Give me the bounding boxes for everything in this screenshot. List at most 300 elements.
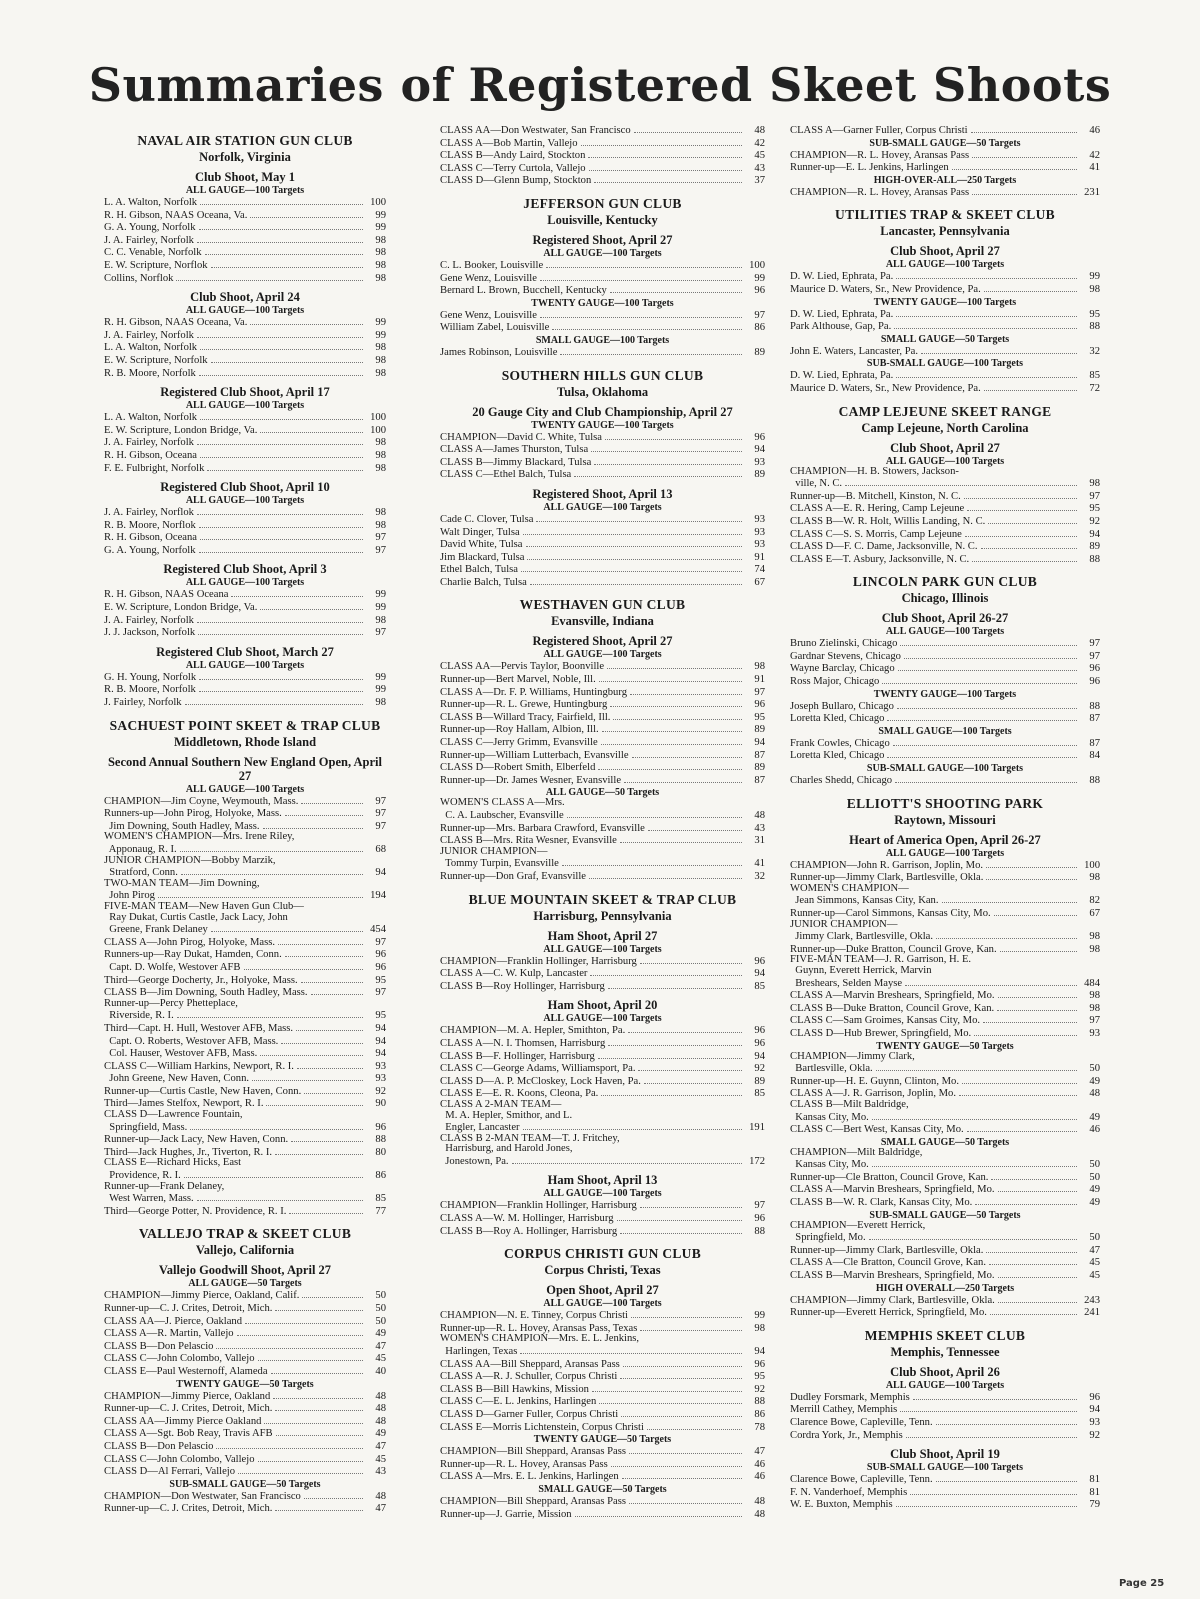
dot-leader (897, 700, 1077, 709)
dot-leader (199, 671, 363, 680)
result-row (790, 662, 1100, 675)
shooter-name: CLASS A—Cle Bratton, Council Grove, Kan. (790, 1257, 986, 1269)
shooter-name: Maurice D. Waters, Sr., New Providence, Pa. (790, 283, 981, 295)
shooter-name: Bartlesville, Okla. (790, 1063, 873, 1075)
shooter-name: Providence, R. I. (104, 1170, 181, 1182)
shooter-name: CLASS D—Al Ferrari, Vallejo (104, 1466, 236, 1478)
shooter-name: CLASS C—John Colombo, Vallejo (104, 1353, 255, 1365)
shooter-name: CLASS E—E. R. Koons, Cleona, Pa. (440, 1088, 599, 1100)
dot-leader (252, 1072, 363, 1081)
dot-leader (260, 601, 363, 610)
score: 92 (754, 1063, 765, 1075)
result-row (790, 1403, 1100, 1416)
score: 96 (754, 955, 765, 967)
dot-leader (264, 1415, 363, 1424)
score: 97 (375, 532, 386, 544)
score: 88 (754, 1225, 765, 1237)
shooter-name: Runner-up—Roy Hallam, Albion, Ill. (440, 724, 599, 736)
shooter-name: CHAMPION—Bill Sheppard, Aransas Pass (440, 1446, 626, 1458)
gauge-heading: ALL GAUGE—100 Targets (543, 649, 662, 661)
result-row (790, 161, 1100, 174)
club-name: NAVAL AIR STATION GUN CLUB (137, 133, 353, 148)
dot-leader (275, 1146, 363, 1155)
score: 99 (754, 272, 765, 284)
dot-leader (278, 936, 363, 945)
dot-leader (975, 1196, 1077, 1205)
dot-leader (536, 513, 742, 522)
score: 48 (1089, 1088, 1100, 1100)
score: 99 (375, 671, 386, 683)
gauge-heading: ALL GAUGE—100 Targets (185, 783, 305, 795)
score: 93 (1089, 1417, 1100, 1428)
result-row (104, 601, 386, 614)
result-row (790, 149, 1100, 162)
score: 48 (375, 1403, 386, 1415)
result-row (440, 513, 765, 526)
result-row (104, 1390, 386, 1403)
dot-leader (197, 1192, 363, 1201)
dot-leader (197, 506, 363, 515)
score: 243 (1084, 1294, 1100, 1306)
result-row (440, 431, 765, 444)
page-title: Summaries of Registered Skeet Shoots (88, 58, 1112, 112)
dot-leader (281, 1035, 363, 1044)
dot-leader (304, 1085, 363, 1094)
event-heading: Vallejo Goodwill Shoot, April 27 (158, 1263, 332, 1278)
score: 88 (1089, 321, 1100, 333)
score: 82 (1089, 895, 1100, 907)
score: 42 (1089, 149, 1100, 161)
result-line: CHAMPION—Everett Herrick, (790, 1219, 926, 1231)
result-row (104, 696, 386, 709)
result-row (440, 822, 765, 835)
dot-leader (184, 1169, 363, 1178)
shooter-name: CLASS A—John Pirog, Holyoke, Mass. (104, 936, 275, 948)
result-row (104, 1365, 386, 1378)
shooter-name: Bernard L. Brown, Bucchell, Kentucky (440, 285, 607, 297)
score: 96 (754, 285, 765, 297)
dot-leader (998, 1269, 1077, 1278)
dot-leader (605, 431, 742, 440)
gauge-heading: ALL GAUGE—100 Targets (885, 259, 1005, 271)
score: 48 (375, 1490, 386, 1502)
score: 191 (749, 1122, 765, 1134)
shooter-name: Tommy Turpin, Evansville (440, 858, 559, 870)
score: 99 (375, 317, 386, 329)
dot-leader (211, 354, 363, 363)
shooter-name: CLASS E—Morris Lichtenstein, Corpus Christi (440, 1421, 644, 1433)
score: 88 (1089, 700, 1100, 712)
dot-leader (887, 712, 1077, 721)
shooter-name: Third—Jack Hughes, Jr., Tiverton, R. I. (104, 1146, 273, 1158)
club-location: Lancaster, Pennsylvania (880, 224, 1010, 239)
result-row (104, 795, 386, 808)
score: 48 (754, 125, 765, 136)
score: 93 (754, 539, 765, 551)
score: 94 (375, 867, 386, 879)
shooter-name: Runner-up—H. E. Guynn, Clinton, Mo. (790, 1075, 959, 1087)
dot-leader (211, 259, 363, 268)
shooter-name: C. L. Booker, Louisville (440, 259, 544, 271)
shooter-name: CLASS B—Jim Downing, South Hadley, Mass. (104, 987, 308, 999)
dot-leader (630, 686, 742, 695)
shooter-name: Runner-up—Carol Simmons, Kansas City, Mo. (790, 908, 991, 919)
dot-leader (575, 1508, 742, 1517)
dot-leader (952, 161, 1077, 170)
score: 96 (375, 961, 386, 973)
result-row (104, 1072, 386, 1085)
result-row (440, 1358, 765, 1371)
result-row (440, 1445, 765, 1458)
dot-leader (540, 309, 742, 318)
result-row (104, 519, 386, 532)
score: 97 (375, 544, 386, 556)
result-row (440, 346, 765, 359)
column-1 (104, 124, 386, 1515)
dot-leader (211, 923, 363, 932)
dot-leader (981, 540, 1078, 549)
dot-leader (271, 1365, 363, 1374)
club-location: Tulsa, Oklahoma (556, 384, 649, 399)
result-row (104, 683, 386, 696)
shooter-name: Kansas City, Mo. (790, 1111, 869, 1123)
score: 86 (754, 322, 765, 334)
gauge-heading: TWENTY GAUGE—50 Targets (176, 1378, 314, 1390)
score: 454 (370, 924, 386, 936)
shooter-name: John Pirog (104, 890, 155, 902)
dot-leader (984, 382, 1077, 391)
shooter-name: CLASS C—S. S. Morris, Camp Lejeune (790, 528, 962, 540)
dot-leader (624, 774, 742, 783)
score: 89 (754, 1075, 765, 1087)
shooter-name: CLASS E—Paul Westernoff, Alameda (104, 1365, 268, 1377)
shooter-name: CLASS D—Garner Fuller, Corpus Christi (440, 1409, 619, 1420)
shooter-name: CLASS C—Ethel Balch, Tulsa (440, 469, 572, 481)
score: 50 (1089, 1232, 1100, 1244)
score: 97 (1089, 1015, 1100, 1027)
shooter-name: Wayne Barclay, Chicago (790, 663, 895, 675)
dot-leader (199, 367, 363, 376)
score: 96 (1089, 663, 1100, 675)
shooter-name: Capt. D. Wolfe, Westover AFB (104, 961, 241, 973)
result-line: JUNIOR CHAMPION— (440, 845, 548, 857)
dot-leader (910, 1486, 1077, 1495)
result-row (440, 1408, 765, 1421)
score: 50 (1089, 1159, 1100, 1171)
result-row (790, 650, 1100, 663)
score: 98 (375, 354, 386, 366)
shooter-name: CLASS C—Jerry Grimm, Evansville (440, 737, 598, 749)
club-name: ELLIOTT'S SHOOTING PARK (846, 795, 1044, 811)
gauge-heading: TWENTY GAUGE—100 Targets (873, 296, 1017, 308)
result-row (104, 1415, 386, 1428)
result-row (790, 369, 1100, 382)
dot-leader (620, 1370, 742, 1379)
dot-leader (297, 1060, 363, 1069)
dot-leader (199, 519, 363, 528)
result-row (440, 955, 765, 968)
page-number: Page 25 (1119, 1578, 1165, 1589)
gauge-heading: ALL GAUGE—100 Targets (185, 185, 305, 196)
shooter-name: CLASS A—Marvin Breshears, Springfield, Mo. (790, 1184, 995, 1196)
score: 46 (1089, 125, 1100, 136)
result-row (440, 1155, 765, 1168)
shooter-name: D. W. Lied, Ephrata, Pa. (790, 370, 894, 382)
result-row (790, 283, 1100, 296)
result-row (790, 502, 1100, 515)
shooter-name: Runner-up—Bert Marvel, Noble, Ill. (440, 674, 596, 686)
shooter-name: CHAMPION—M. A. Hepler, Smithton, Pa. (440, 1025, 626, 1037)
result-row (440, 870, 765, 883)
result-row (104, 1035, 386, 1048)
score: 97 (1089, 490, 1100, 502)
score: 484 (1084, 977, 1100, 989)
dot-leader (594, 456, 742, 465)
dot-leader (216, 1340, 363, 1349)
dot-leader (231, 588, 363, 597)
dot-leader (972, 149, 1077, 158)
result-row (440, 774, 765, 787)
event-heading: Club Shoot, April 27 (890, 440, 1000, 455)
shooter-name: CLASS B—Bill Hawkins, Mission (440, 1383, 589, 1395)
club-name: LINCOLN PARK GUN CLUB (852, 574, 1038, 590)
club-name: CORPUS CHRISTI GUN CLUB (503, 1246, 702, 1262)
result-row (440, 551, 765, 564)
event-heading: Open Shoot, April 27 (546, 1283, 659, 1298)
result-row (104, 221, 386, 234)
gauge-heading: ALL GAUGE—50 Targets (545, 787, 660, 799)
shooter-name: Park Althouse, Gap, Pa. (790, 321, 892, 333)
result-row (104, 354, 386, 367)
gauge-heading: ALL GAUGE—50 Targets (188, 1278, 302, 1290)
shooter-name: Jimmy Clark, Bartlesville, Okla. (790, 931, 933, 943)
dot-leader (998, 1183, 1077, 1192)
result-row (790, 528, 1100, 541)
shooter-name: L. A. Walton, Norfolk (104, 197, 198, 208)
dot-leader (301, 974, 363, 983)
score: 94 (1089, 528, 1100, 540)
dot-leader (994, 907, 1077, 916)
score: 93 (754, 456, 765, 468)
score: 95 (375, 1010, 386, 1022)
shooter-name: CLASS A—Marvin Breshears, Springfield, Mo. (790, 990, 995, 1002)
shooter-name: CLASS AA—Jimmy Pierce Oakland (104, 1415, 262, 1427)
score: 98 (375, 519, 386, 531)
score: 96 (375, 1121, 386, 1133)
shooter-name: CHAMPION—Don Westwater, San Francisco (104, 1490, 301, 1502)
dot-leader (590, 967, 742, 976)
dot-leader (181, 866, 363, 875)
shooter-name: L. A. Walton, Norfolk (104, 412, 198, 424)
gauge-heading: ALL GAUGE—100 Targets (543, 943, 662, 955)
result-row (440, 660, 765, 673)
dot-leader (598, 1050, 742, 1059)
result-line: Harrisburg, and Harold Jones, (440, 1143, 573, 1155)
club-name: VALLEJO TRAP & SKEET CLUB (138, 1226, 352, 1242)
dot-leader (631, 1309, 742, 1318)
result-row (104, 986, 386, 999)
shooter-name: Runner-up—Don Graf, Evansville (440, 870, 587, 882)
result-row (440, 1495, 765, 1508)
shooter-name: CLASS B—Duke Bratton, Council Grove, Kan. (790, 1002, 995, 1014)
result-row (440, 711, 765, 724)
shooter-name: CHAMPION—N. E. Tinney, Corpus Christi (440, 1310, 628, 1322)
dot-leader (983, 1014, 1077, 1023)
score: 92 (375, 1085, 386, 1097)
score: 94 (754, 737, 765, 749)
dot-leader (591, 443, 742, 452)
result-row (104, 1490, 386, 1503)
shooter-name: CLASS C—George Adams, Williamsport, Pa. (440, 1063, 636, 1075)
result-row (440, 321, 765, 334)
dot-leader (894, 320, 1077, 329)
dot-leader (601, 1087, 742, 1096)
dot-leader (562, 857, 742, 866)
shooter-name: Dudley Forsmark, Memphis (790, 1391, 910, 1403)
shooter-name: CLASS AA—J. Pierce, Oakland (104, 1315, 243, 1327)
score: 93 (375, 1073, 386, 1085)
shooter-name: W. E. Buxton, Memphis (790, 1499, 893, 1511)
club-location: Middletown, Rhode Island (173, 734, 317, 749)
result-row (790, 749, 1100, 762)
shooter-name: ville, N. C. (790, 478, 843, 490)
dot-leader (610, 284, 742, 293)
score: 85 (1089, 370, 1100, 382)
result-row (104, 961, 386, 974)
gauge-heading: HIGH-OVER-ALL—250 Targets (873, 174, 1017, 186)
result-row (790, 700, 1100, 713)
dot-leader (200, 196, 363, 205)
score: 96 (754, 1213, 765, 1225)
result-line: TWO-MAN TEAM—Jim Downing, (104, 877, 260, 889)
shooter-name: CLASS B—Don Pelascio (104, 1340, 214, 1352)
club-name: JEFFERSON GUN CLUB (523, 195, 682, 211)
score: 43 (375, 1466, 386, 1478)
shooter-name: R. H. Gibson, NAAS Oceana (104, 589, 229, 601)
result-row (790, 1294, 1100, 1307)
shooter-name: Clarence Bowe, Capleville, Tenn. (790, 1417, 933, 1428)
result-row (790, 1196, 1100, 1209)
shooter-name: G. A. Young, Norfolk (104, 544, 196, 556)
dot-leader (527, 551, 742, 560)
score: 241 (1084, 1307, 1100, 1319)
club-name: MEMPHIS SKEET CLUB (864, 1327, 1026, 1343)
result-row (440, 1212, 765, 1225)
score: 88 (754, 1396, 765, 1408)
result-row (440, 1458, 765, 1471)
dot-leader (526, 538, 743, 547)
shooter-name: Jonestown, Pa. (440, 1155, 509, 1167)
score: 100 (1084, 859, 1100, 871)
result-row (790, 859, 1100, 872)
score: 47 (754, 1446, 765, 1458)
shooter-name: CLASS A—C. W. Kulp, Lancaster (440, 968, 588, 980)
gauge-heading: ALL GAUGE—100 Targets (885, 626, 1005, 638)
result-row (440, 1062, 765, 1075)
shooter-name: CLASS A—Sgt. Bob Reay, Travis AFB (104, 1428, 273, 1440)
club-location: Norfolk, Virginia (199, 150, 291, 164)
dot-leader (972, 186, 1077, 195)
dot-leader (190, 1121, 363, 1130)
score: 98 (375, 462, 386, 474)
score: 32 (1089, 345, 1100, 357)
club-location: Vallejo, California (195, 1243, 295, 1258)
shooter-name: F. N. Vanderhoef, Memphis (790, 1486, 908, 1498)
score: 98 (375, 367, 386, 379)
result-row (440, 967, 765, 980)
shooter-name: Runner-up—Duke Bratton, Council Grove, Kan. (790, 943, 997, 955)
dot-leader (276, 1427, 363, 1436)
gauge-heading: ALL GAUGE—100 Targets (885, 455, 1005, 467)
dot-leader (988, 515, 1077, 524)
dot-leader (986, 871, 1077, 880)
dot-leader (258, 1352, 364, 1361)
gauge-heading: SUB-SMALL GAUGE—50 Targets (869, 1209, 1021, 1221)
result-row (790, 553, 1100, 566)
score: 85 (375, 1193, 386, 1205)
result-line: CLASS B 2-MAN TEAM—T. J. Fritchey, (440, 1132, 620, 1144)
dot-leader (197, 234, 363, 243)
score: 98 (375, 234, 386, 246)
shooter-name: Runner-up—R. L. Hovey, Aransas Pass (440, 1458, 608, 1470)
result-row (104, 1302, 386, 1315)
shooter-name: Jim Blackard, Tulsa (440, 551, 525, 563)
score: 46 (754, 1458, 765, 1470)
shooter-name: Third—James Stelfox, Newport, R. I. (104, 1098, 264, 1110)
shooter-name: Third—George Potter, N. Providence, R. I. (104, 1205, 287, 1217)
shooter-name: R. H. Gibson, NAAS Oceana, Va. (104, 209, 248, 221)
result-row (104, 411, 386, 424)
shooter-name: John E. Waters, Lancaster, Pa. (790, 345, 918, 357)
result-row (104, 948, 386, 961)
score: 48 (754, 1508, 765, 1520)
result-row (790, 124, 1100, 137)
score: 99 (375, 589, 386, 601)
score: 48 (375, 1415, 386, 1427)
shooter-name: Kansas City, Mo. (790, 1159, 869, 1171)
score: 43 (754, 822, 765, 834)
result-row (104, 1453, 386, 1466)
shooter-name: Third—Capt. H. Hull, Westover AFB, Mass. (104, 1022, 294, 1034)
result-row (440, 137, 765, 150)
dot-leader (198, 626, 363, 635)
gauge-heading: SUB-SMALL GAUGE—50 Targets (869, 137, 1021, 149)
result-row (440, 857, 765, 870)
shooter-name: Col. Hauser, Westover AFB, Mass. (104, 1048, 258, 1060)
shooter-name: CLASS AA—Don Westwater, San Francisco (440, 125, 631, 136)
result-row (440, 1470, 765, 1483)
dot-leader (260, 424, 363, 433)
shooter-name: Stratford, Conn. (104, 867, 178, 879)
dot-leader (896, 270, 1077, 279)
result-row (440, 1037, 765, 1050)
score: 97 (375, 808, 386, 820)
result-row (104, 1205, 386, 1218)
result-row (104, 209, 386, 222)
score: 49 (1089, 1111, 1100, 1123)
score: 97 (754, 686, 765, 698)
shooter-name: Joseph Bullaro, Chicago (790, 700, 894, 712)
gauge-heading: ALL GAUGE—100 Targets (885, 847, 1005, 859)
result-row (440, 1075, 765, 1088)
result-row (790, 1244, 1100, 1257)
result-row (440, 1508, 765, 1521)
result-row (104, 1121, 386, 1134)
shooter-name: West Warren, Mass. (104, 1193, 194, 1205)
shooter-name: E. W. Scripture, Norfolk (104, 354, 208, 366)
dot-leader (521, 563, 742, 572)
score: 99 (375, 684, 386, 696)
